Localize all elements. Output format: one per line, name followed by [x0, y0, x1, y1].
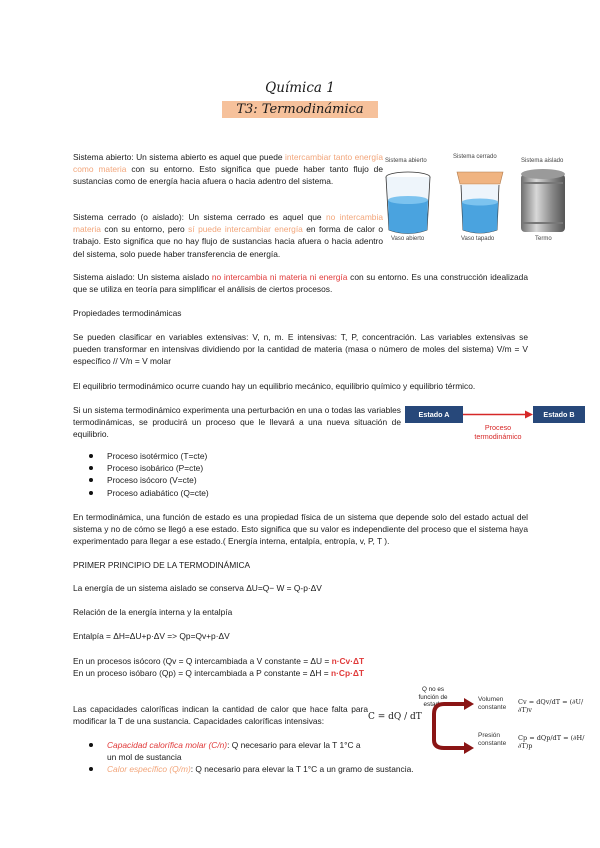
state-a-box: Estado A [405, 406, 463, 423]
abierto-lead: Sistema abierto: Un sistema abierto es aquel que puede [73, 152, 285, 162]
propiedades-text: Se pueden clasificar en variables extensivas: V, n, m. E intensivas: T, P, concentración. Las variables extensivas se pueden transformar en intensivas dividiendo por la cantidad de materia (masa o número de moles del sistema) V/m = V específico // V/n = V molar [73, 332, 528, 367]
q-no-funcion-label: Q no es función de estado [418, 686, 448, 708]
cerrado-highlight-1: no intercambia materia [73, 212, 383, 235]
label-sistema-abierto: Sistema abierto [385, 158, 427, 164]
isocoro-lead: En un procesos isócoro (Qv = Q intercambiada a V constante = ΔU = [73, 656, 332, 666]
perturbacion-text: Si un sistema termodinámico experimenta una perturbación en una o todas las variables termodinámicas, se producirá un proceso que le llevará a una nueva situación de equilibrio. [73, 405, 401, 440]
label-sistema-cerrado: Sistema cerrado [453, 154, 497, 160]
procesos-list [73, 450, 373, 499]
aislado-highlight: no intercambia ni materia ni energía [211, 272, 348, 282]
relacion-text: Relación de la energía interna y la entalpía [73, 607, 233, 617]
list-item [73, 739, 453, 763]
course-title: Química 1 [265, 80, 335, 96]
abierto-tail: con su entorno. Esto significa que puede haber tanto flujo de sustancias como de energía hacia afuera o hacia adentro del sistema. [73, 164, 384, 187]
aislado-lead: Sistema aislado: Un sistema aislado [73, 272, 212, 282]
volumen-label: Volumen constante [478, 696, 507, 711]
especifico-text: : Q necesario para elevar la T 1°C a un gramo de sustancia. [190, 764, 414, 775]
capacidades-list [73, 739, 453, 776]
abierto-highlight: intercambiar tanto energía como materia [73, 152, 383, 175]
capacidades-diagram [412, 686, 590, 758]
primer-principio-heading: PRIMER PRINCIPIO DE LA TERMODINÁMICA [73, 560, 251, 570]
isobaro-lead: En un proceso isóbaro (Qp) = Q intercambiada a P constante = ΔH = [73, 668, 331, 678]
cerrado-highlight-2: sí puede intercambiar energía [188, 224, 303, 235]
especifico-term: Calor específico (Q/m) [107, 764, 191, 775]
isobaro-text [73, 667, 364, 679]
topic-title-wrapper [0, 100, 600, 118]
process-arrow-icon [463, 406, 533, 423]
sistema-cerrado-paragraph [73, 211, 383, 260]
cerrado-tail: en forma de calor o trabajo. Esto significa que no hay flujo de sustancias hacia afuera o hacia adentro del sistema, solo puede haber transferencia de energía. [73, 224, 383, 259]
aislado-tail: con su entorno. Es una construcción idealizada que se utiliza en teoría para simplificar el análisis de ciertos procesos. [73, 272, 528, 295]
process-label: Proceso termodinámico [474, 423, 522, 441]
vessels-figure [383, 152, 583, 244]
list-item: Proceso isotérmico (T=cte) [73, 450, 373, 462]
entalpia-text: Entalpía = ΔH=ΔU+p·ΔV => Qp=Qv+p·ΔV [73, 631, 230, 641]
molar-term: Capacidad calorífica molar (C/n) [107, 740, 228, 750]
presion-label: Presión constante [478, 732, 507, 747]
equilibrio-text: El equilibrio termodinámico ocurre cuando hay un equilibrio mecánico, equilibrio químico y equilibrio térmico. [73, 381, 476, 391]
sistema-aislado-paragraph [73, 271, 528, 295]
label-termo: Termo [535, 236, 552, 242]
topic-title: T3: Termodinámica [222, 101, 377, 118]
closed-glass-icon [457, 172, 503, 233]
sistema-abierto-paragraph [73, 151, 383, 188]
label-vaso-abierto: Vaso abierto [391, 236, 425, 242]
isocoro-value: n·Cv·ΔT [331, 656, 365, 666]
branch-arrows-icon [412, 686, 482, 758]
list-item [73, 763, 453, 775]
capacity-formula: C = dQ / dT [368, 712, 422, 722]
open-glass-icon [386, 172, 430, 234]
thermos-icon [521, 169, 565, 232]
cerrado-mid: con su entorno, pero [100, 224, 189, 235]
state-b-box: Estado B [533, 406, 585, 423]
list-item: Proceso isobárico (P=cte) [73, 462, 373, 474]
list-item: Proceso isócoro (V=cte) [73, 474, 373, 486]
energia-conservacion-text: La energía de un sistema aislado se conserva ΔU=Q− W = Q-p·ΔV [73, 583, 322, 593]
vessels-illustration [383, 152, 583, 244]
capacidades-intro: Las capacidades caloríficas indican la cantidad de calor que hace falta para modificar la T de una sustancia. Capacidades caloríficas intensivas: [73, 704, 368, 727]
funcion-estado-text: En termodinámica, una función de estado es una propiedad física de un sistema que depende solo del estado actual del sistema y no de cómo se llegó a ese estado. Esto significa que su valor es independiente del proceso que el sistema haya experimentado para llegar a ese estado.( Energía interna, entalpía, entropía, v, P, T ). [73, 512, 528, 547]
isobaro-value: n·Cp·ΔT [331, 668, 364, 678]
propiedades-heading: Propiedades termodinámicas [73, 308, 182, 318]
cv-formula: Cv = dQv/dT = (∂U/∂T)v [518, 698, 584, 714]
label-sistema-aislado: Sistema aislado [521, 158, 564, 164]
estado-diagram [405, 406, 585, 446]
molar-text: : Q necesario para elevar la T 1°C a un mol de sustancia [107, 740, 361, 763]
label-vaso-tapado: Vaso tapado [461, 236, 495, 242]
cp-formula: Cp = dQp/dT = (∂H/∂T)p [518, 734, 585, 750]
isocoro-text [73, 655, 364, 667]
cerrado-lead: Sistema cerrado (o aislado): Un sistema cerrado es aquel que [73, 212, 326, 222]
list-item: Proceso adiabático (Q=cte) [73, 487, 373, 499]
